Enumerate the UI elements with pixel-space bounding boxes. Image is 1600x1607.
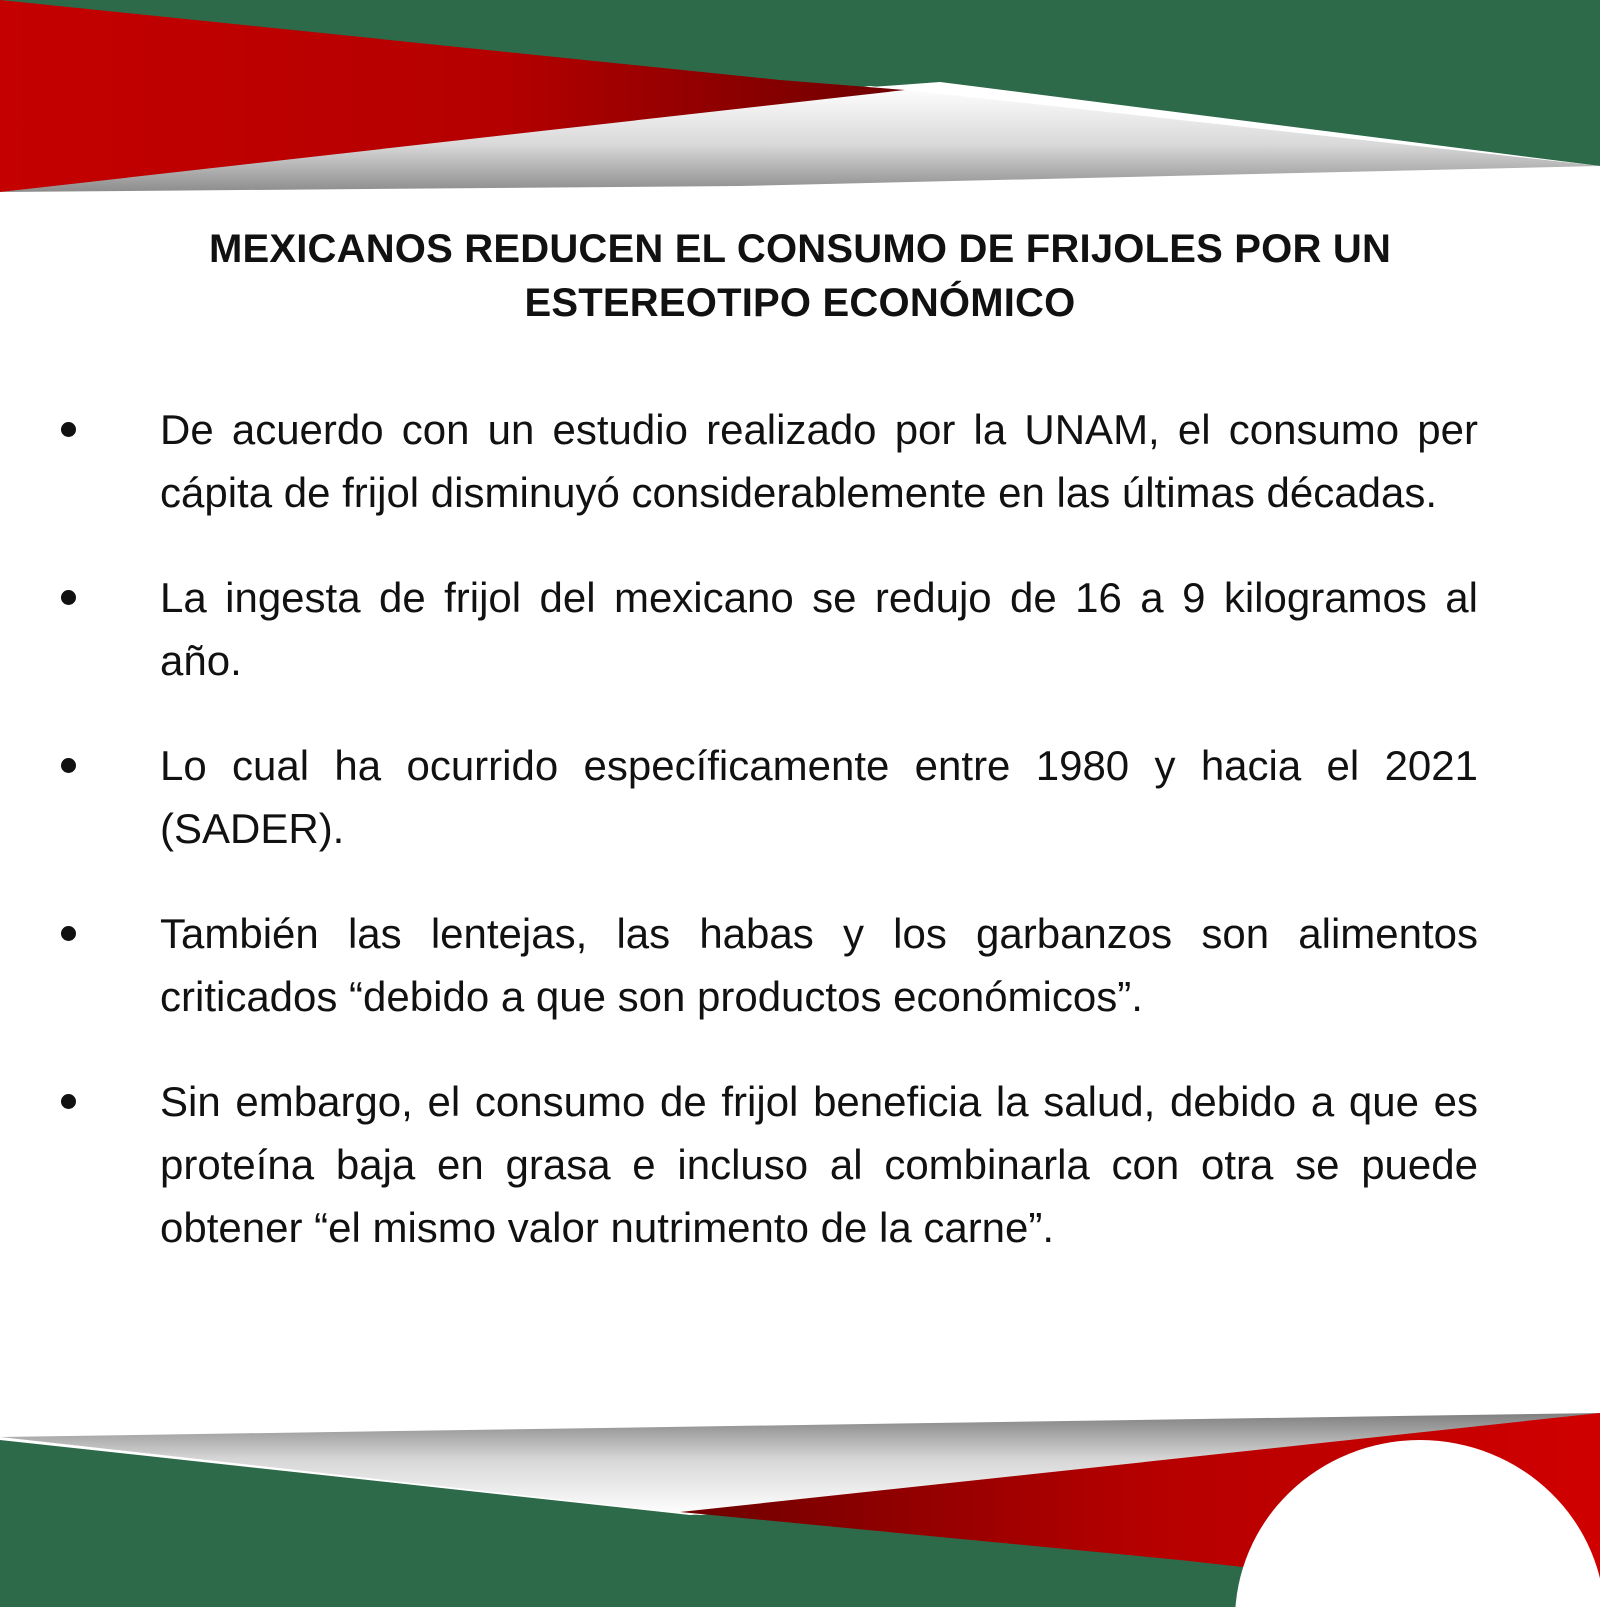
bullet-text: De acuerdo con un estudio realizado por la UNAM, el consumo per cápita de frijol disminuyó considerablemente en las últimas décadas.	[160, 406, 1478, 516]
bullet-icon	[61, 758, 76, 773]
bullet-icon	[61, 926, 76, 941]
list-item	[0, 566, 1600, 692]
bullet-text: Lo cual ha ocurrido específicamente entre 1980 y hacia el 2021 (SADER).	[160, 742, 1478, 852]
list-item	[0, 734, 1600, 860]
list-item	[0, 1070, 1600, 1259]
bullet-icon	[61, 590, 76, 605]
bullet-icon	[61, 1094, 76, 1109]
top-decorative-banner	[0, 0, 1600, 200]
bullet-text: Sin embargo, el consumo de frijol beneficia la salud, debido a que es proteína baja en grasa e incluso al combinarla con otra se puede obtener “el mismo valor nutrimento de la carne”.	[160, 1078, 1478, 1251]
bullet-icon	[61, 422, 76, 437]
bullet-text: La ingesta de frijol del mexicano se redujo de 16 a 9 kilogramos al año.	[160, 574, 1478, 684]
list-item	[0, 902, 1600, 1028]
bottom-decorative-banner	[0, 1400, 1600, 1607]
bullet-list	[0, 398, 1600, 1301]
bullet-text: También las lentejas, las habas y los garbanzos son alimentos criticados “debido a que son productos económicos”.	[160, 910, 1478, 1020]
list-item	[0, 398, 1600, 524]
page-title: MEXICANOS REDUCEN EL CONSUMO DE FRIJOLES POR UN ESTEREOTIPO ECONÓMICO	[208, 227, 1392, 325]
